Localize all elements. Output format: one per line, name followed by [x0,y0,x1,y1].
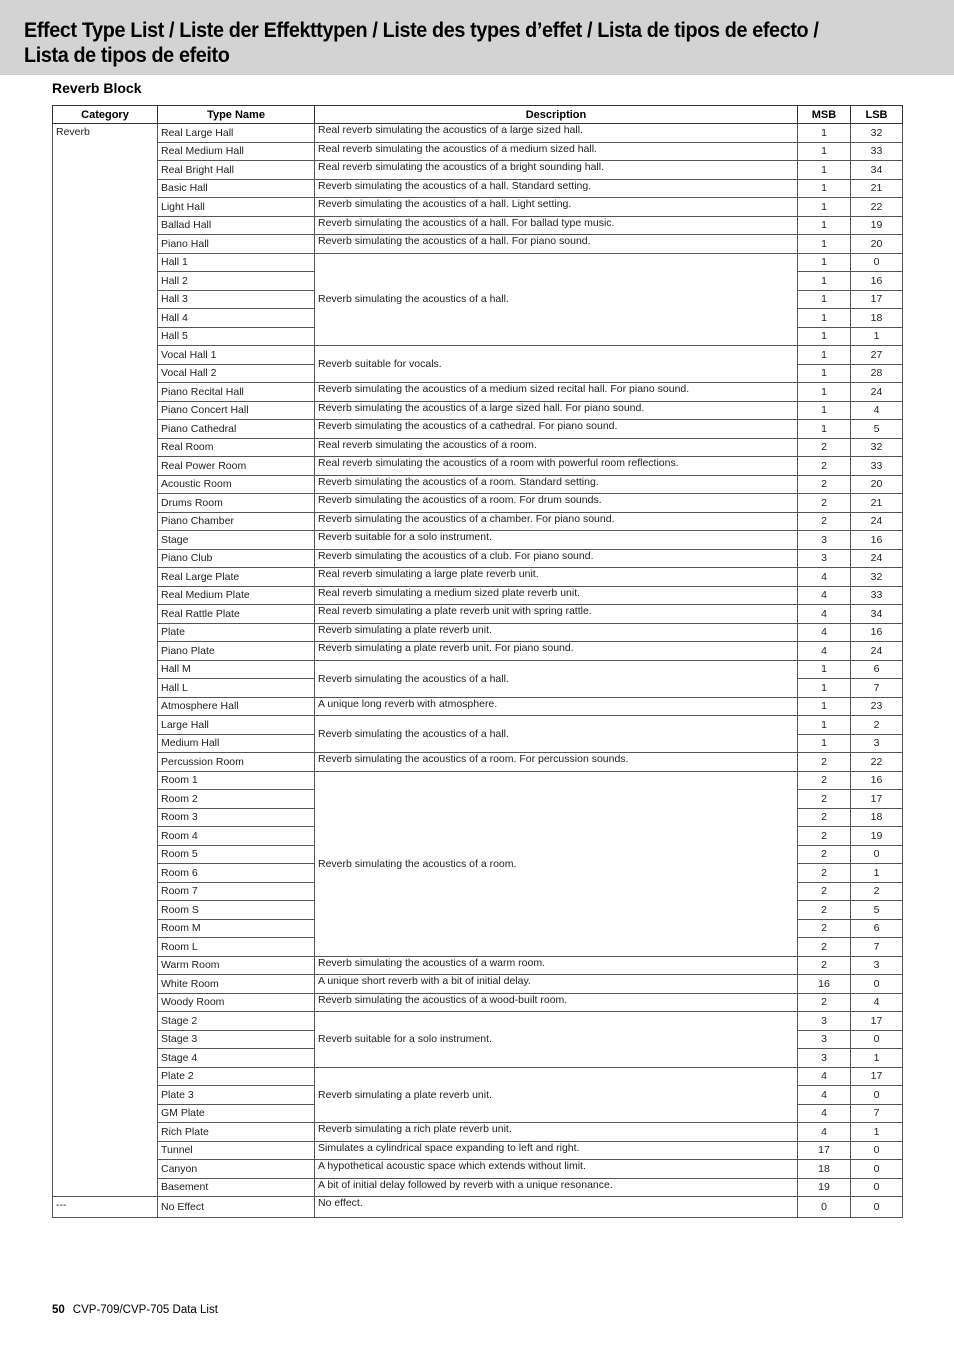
section-title: Reverb Block [52,80,142,96]
type-name-cell: Basic Hall [158,179,315,198]
msb-cell: 2 [798,993,851,1012]
lsb-cell: 7 [851,1104,903,1123]
lsb-cell: 0 [851,253,903,272]
table-row [53,753,903,772]
description-cell: Reverb suitable for vocals. [315,346,798,383]
type-name-cell: Room 6 [158,864,315,883]
category-cell: Reverb [53,124,158,1197]
lsb-cell: 32 [851,568,903,587]
lsb-cell: 20 [851,475,903,494]
msb-cell: 1 [798,124,851,143]
lsb-cell: 33 [851,142,903,161]
msb-cell: 2 [798,438,851,457]
msb-cell: 1 [798,216,851,235]
description-cell: A unique short reverb with a bit of initial delay. [315,975,798,994]
msb-cell: 4 [798,568,851,587]
lsb-cell: 0 [851,975,903,994]
lsb-cell: 18 [851,808,903,827]
type-name-cell: Medium Hall [158,734,315,753]
type-name-cell: White Room [158,975,315,994]
table-row [53,235,903,254]
type-name-cell: Tunnel [158,1141,315,1160]
description-cell: Reverb simulating the acoustics of a hall. Standard setting. [315,179,798,198]
lsb-cell: 24 [851,642,903,661]
type-name-cell: Canyon [158,1160,315,1179]
lsb-cell: 22 [851,198,903,217]
description-cell: Reverb simulating the acoustics of a hall. [315,716,798,753]
lsb-cell: 19 [851,827,903,846]
page-title [24,18,852,68]
table-row [53,1067,903,1086]
type-name-cell: Atmosphere Hall [158,697,315,716]
type-name-cell: Hall L [158,679,315,698]
type-name-cell: Plate [158,623,315,642]
type-name-cell: Large Hall [158,716,315,735]
msb-cell: 1 [798,420,851,439]
type-name-cell: Hall 3 [158,290,315,309]
description-cell: Real reverb simulating the acoustics of a large sized hall. [315,124,798,143]
lsb-cell: 16 [851,623,903,642]
table-row [53,142,903,161]
msb-cell: 1 [798,697,851,716]
description-cell: Real reverb simulating a plate reverb unit with spring rattle. [315,605,798,624]
table-row [53,586,903,605]
table-row [53,216,903,235]
msb-cell: 1 [798,161,851,180]
table-row [53,253,903,272]
description-cell: Reverb simulating the acoustics of a room. Standard setting. [315,475,798,494]
description-cell: Reverb simulating the acoustics of a room. For percussion sounds. [315,753,798,772]
msb-cell: 19 [798,1178,851,1197]
lsb-cell: 0 [851,1030,903,1049]
page-number: 50 [52,1304,65,1316]
msb-cell: 1 [798,253,851,272]
description-cell: No effect. [315,1197,798,1218]
msb-cell: 1 [798,309,851,328]
msb-cell: 2 [798,808,851,827]
msb-cell: 4 [798,1086,851,1105]
lsb-cell: 3 [851,956,903,975]
table-row [53,1012,903,1031]
type-name-cell: Hall 1 [158,253,315,272]
lsb-cell: 2 [851,716,903,735]
type-name-cell: Vocal Hall 1 [158,346,315,365]
table-row [53,993,903,1012]
table-header-row [53,106,903,124]
lsb-cell: 5 [851,420,903,439]
table-row [53,1123,903,1142]
type-name-cell: Real Large Hall [158,124,315,143]
description-cell: Reverb simulating the acoustics of a club. For piano sound. [315,549,798,568]
msb-cell: 1 [798,290,851,309]
lsb-cell: 17 [851,1067,903,1086]
lsb-cell: 32 [851,124,903,143]
type-name-cell: Real Rattle Plate [158,605,315,624]
lsb-cell: 18 [851,309,903,328]
msb-cell: 1 [798,716,851,735]
type-name-cell: Acoustic Room [158,475,315,494]
type-name-cell: Light Hall [158,198,315,217]
type-name-cell: Basement [158,1178,315,1197]
msb-cell: 2 [798,827,851,846]
table-row [53,642,903,661]
msb-cell: 2 [798,771,851,790]
description-cell: Reverb simulating the acoustics of a hall. [315,660,798,697]
msb-cell: 2 [798,753,851,772]
lsb-cell: 6 [851,919,903,938]
msb-cell: 2 [798,845,851,864]
type-name-cell: Room 2 [158,790,315,809]
description-cell: Reverb simulating the acoustics of a chamber. For piano sound. [315,512,798,531]
lsb-cell: 3 [851,734,903,753]
lsb-cell: 6 [851,660,903,679]
type-name-cell: Piano Hall [158,235,315,254]
type-name-cell: Hall 5 [158,327,315,346]
table-row [53,605,903,624]
msb-cell: 4 [798,1123,851,1142]
description-cell: A unique long reverb with atmosphere. [315,697,798,716]
type-name-cell: Real Power Room [158,457,315,476]
table-row [53,457,903,476]
table-row [53,1160,903,1179]
msb-cell: 3 [798,549,851,568]
description-cell: Real reverb simulating the acoustics of a medium sized hall. [315,142,798,161]
msb-cell: 2 [798,938,851,957]
table-row [53,1141,903,1160]
msb-cell: 2 [798,901,851,920]
msb-cell: 0 [798,1197,851,1218]
table-row [53,568,903,587]
type-name-cell: Piano Club [158,549,315,568]
msb-cell: 1 [798,142,851,161]
msb-cell: 1 [798,660,851,679]
table-row [53,771,903,790]
description-cell: Reverb simulating the acoustics of a large sized hall. For piano sound. [315,401,798,420]
description-cell: Reverb simulating the acoustics of a cathedral. For piano sound. [315,420,798,439]
lsb-cell: 28 [851,364,903,383]
lsb-cell: 2 [851,882,903,901]
lsb-cell: 4 [851,401,903,420]
lsb-cell: 24 [851,383,903,402]
lsb-cell: 32 [851,438,903,457]
msb-cell: 1 [798,346,851,365]
table-row [53,956,903,975]
type-name-cell: Stage [158,531,315,550]
type-name-cell: Room M [158,919,315,938]
msb-cell: 3 [798,1049,851,1068]
lsb-cell: 4 [851,993,903,1012]
type-name-cell: Room 1 [158,771,315,790]
table-row [53,198,903,217]
type-name-cell: Hall 4 [158,309,315,328]
msb-cell: 1 [798,198,851,217]
type-name-cell: Ballad Hall [158,216,315,235]
description-cell: Real reverb simulating a medium sized plate reverb unit. [315,586,798,605]
table-row [53,716,903,735]
msb-cell: 1 [798,364,851,383]
msb-cell: 2 [798,790,851,809]
msb-cell: 1 [798,679,851,698]
table-row [53,383,903,402]
msb-cell: 1 [798,235,851,254]
type-name-cell: Percussion Room [158,753,315,772]
lsb-cell: 17 [851,790,903,809]
table-row [53,420,903,439]
lsb-cell: 1 [851,864,903,883]
lsb-cell: 34 [851,605,903,624]
lsb-cell: 21 [851,494,903,513]
msb-cell: 2 [798,956,851,975]
table-row [53,401,903,420]
lsb-cell: 23 [851,697,903,716]
description-cell: Reverb simulating the acoustics of a hall. [315,253,798,346]
msb-cell: 3 [798,1012,851,1031]
table-row [53,179,903,198]
type-name-cell: Hall M [158,660,315,679]
msb-cell: 1 [798,327,851,346]
description-cell: Reverb simulating a plate reverb unit. [315,1067,798,1123]
type-name-cell: Plate 3 [158,1086,315,1105]
table-row [53,531,903,550]
msb-cell: 17 [798,1141,851,1160]
msb-cell: 1 [798,401,851,420]
type-name-cell: Drums Room [158,494,315,513]
description-cell: Reverb suitable for a solo instrument. [315,1012,798,1068]
msb-cell: 1 [798,383,851,402]
document-title: CVP-709/CVP-705 Data List [72,1304,218,1316]
description-cell: Reverb simulating the acoustics of a warm room. [315,956,798,975]
msb-cell: 4 [798,605,851,624]
description-cell: Reverb simulating the acoustics of a hall. For piano sound. [315,235,798,254]
description-cell: Reverb simulating the acoustics of a hall. Light setting. [315,198,798,217]
type-name-cell: Room 3 [158,808,315,827]
msb-cell: 4 [798,642,851,661]
type-name-cell: Rich Plate [158,1123,315,1142]
type-name-cell: Piano Concert Hall [158,401,315,420]
effect-type-table [52,105,903,1218]
column-header-msb: MSB [798,106,851,124]
lsb-cell: 17 [851,1012,903,1031]
table-row [53,623,903,642]
lsb-cell: 33 [851,457,903,476]
column-header-description: Description [315,106,798,124]
type-name-cell: Stage 2 [158,1012,315,1031]
lsb-cell: 22 [851,753,903,772]
description-cell: Real reverb simulating a large plate reverb unit. [315,568,798,587]
msb-cell: 4 [798,586,851,605]
table-row [53,475,903,494]
description-cell: Reverb simulating a rich plate reverb unit. [315,1123,798,1142]
category-cell: --- [53,1197,158,1218]
type-name-cell: Room 7 [158,882,315,901]
msb-cell: 4 [798,1104,851,1123]
lsb-cell: 16 [851,531,903,550]
type-name-cell: Hall 2 [158,272,315,291]
type-name-cell: Stage 3 [158,1030,315,1049]
description-cell: Real reverb simulating the acoustics of a room. [315,438,798,457]
page-footer [52,1304,218,1316]
msb-cell: 4 [798,1067,851,1086]
column-header-lsb: LSB [851,106,903,124]
lsb-cell: 16 [851,272,903,291]
type-name-cell: Plate 2 [158,1067,315,1086]
description-cell: Reverb simulating the acoustics of a medium sized recital hall. For piano sound. [315,383,798,402]
table-row [53,161,903,180]
type-name-cell: No Effect [158,1197,315,1218]
lsb-cell: 0 [851,1141,903,1160]
type-name-cell: Real Room [158,438,315,457]
msb-cell: 18 [798,1160,851,1179]
table-body [53,124,903,1218]
type-name-cell: GM Plate [158,1104,315,1123]
type-name-cell: Warm Room [158,956,315,975]
table-row [53,1197,903,1218]
msb-cell: 2 [798,475,851,494]
table-row [53,494,903,513]
description-cell: Reverb simulating a plate reverb unit. For piano sound. [315,642,798,661]
msb-cell: 2 [798,864,851,883]
column-header-type-name: Type Name [158,106,315,124]
description-cell: Reverb simulating the acoustics of a room. For drum sounds. [315,494,798,513]
lsb-cell: 27 [851,346,903,365]
lsb-cell: 0 [851,845,903,864]
lsb-cell: 33 [851,586,903,605]
table-row [53,549,903,568]
lsb-cell: 1 [851,327,903,346]
table-row [53,124,903,143]
description-cell: Real reverb simulating the acoustics of a bright sounding hall. [315,161,798,180]
lsb-cell: 20 [851,235,903,254]
lsb-cell: 0 [851,1178,903,1197]
description-cell: Reverb simulating the acoustics of a room. [315,771,798,956]
msb-cell: 1 [798,179,851,198]
msb-cell: 2 [798,919,851,938]
table-row [53,346,903,365]
msb-cell: 1 [798,734,851,753]
lsb-cell: 0 [851,1197,903,1218]
lsb-cell: 24 [851,549,903,568]
lsb-cell: 24 [851,512,903,531]
type-name-cell: Piano Chamber [158,512,315,531]
description-cell: A hypothetical acoustic space which extends without limit. [315,1160,798,1179]
description-cell: A bit of initial delay followed by reverb with a unique resonance. [315,1178,798,1197]
description-cell: Reverb simulating the acoustics of a hall. For ballad type music. [315,216,798,235]
type-name-cell: Room 5 [158,845,315,864]
msb-cell: 2 [798,512,851,531]
type-name-cell: Stage 4 [158,1049,315,1068]
lsb-cell: 7 [851,938,903,957]
lsb-cell: 21 [851,179,903,198]
type-name-cell: Piano Plate [158,642,315,661]
msb-cell: 4 [798,623,851,642]
lsb-cell: 19 [851,216,903,235]
type-name-cell: Vocal Hall 2 [158,364,315,383]
column-header-category: Category [53,106,158,124]
type-name-cell: Real Medium Hall [158,142,315,161]
lsb-cell: 0 [851,1160,903,1179]
type-name-cell: Real Large Plate [158,568,315,587]
type-name-cell: Woody Room [158,993,315,1012]
table-row [53,660,903,679]
msb-cell: 2 [798,457,851,476]
lsb-cell: 1 [851,1123,903,1142]
type-name-cell: Room S [158,901,315,920]
page-title-line-1: Effect Type List / Liste der Effekttypen / Liste des types d’effet / Lista de tipos de efecto / [24,18,819,42]
type-name-cell: Piano Cathedral [158,420,315,439]
table-row [53,975,903,994]
msb-cell: 1 [798,272,851,291]
lsb-cell: 0 [851,1086,903,1105]
type-name-cell: Piano Recital Hall [158,383,315,402]
type-name-cell: Room 4 [158,827,315,846]
page-title-line-2: Lista de tipos de efeito [24,43,230,67]
type-name-cell: Real Medium Plate [158,586,315,605]
lsb-cell: 17 [851,290,903,309]
table-row [53,1178,903,1197]
msb-cell: 3 [798,1030,851,1049]
description-cell: Simulates a cylindrical space expanding to left and right. [315,1141,798,1160]
lsb-cell: 1 [851,1049,903,1068]
table-row [53,512,903,531]
type-name-cell: Room L [158,938,315,957]
msb-cell: 16 [798,975,851,994]
lsb-cell: 5 [851,901,903,920]
table-row [53,438,903,457]
description-cell: Real reverb simulating the acoustics of a room with powerful room reflections. [315,457,798,476]
description-cell: Reverb simulating the acoustics of a wood-built room. [315,993,798,1012]
lsb-cell: 7 [851,679,903,698]
description-cell: Reverb simulating a plate reverb unit. [315,623,798,642]
lsb-cell: 16 [851,771,903,790]
description-cell: Reverb suitable for a solo instrument. [315,531,798,550]
type-name-cell: Real Bright Hall [158,161,315,180]
msb-cell: 3 [798,531,851,550]
lsb-cell: 34 [851,161,903,180]
msb-cell: 2 [798,882,851,901]
msb-cell: 2 [798,494,851,513]
table-row [53,697,903,716]
